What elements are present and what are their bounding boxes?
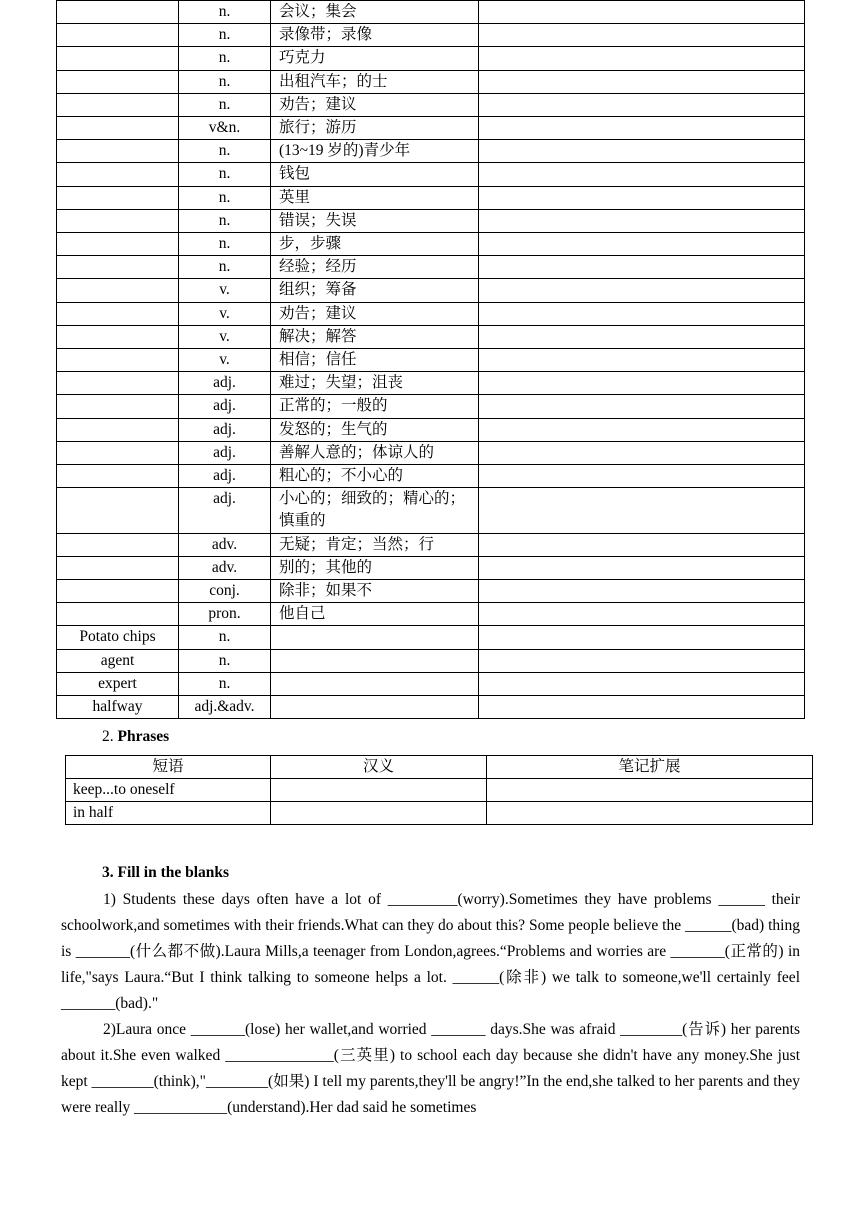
pos-cell: n. [179, 649, 271, 672]
table-row [57, 209, 805, 232]
meaning-cell[interactable] [271, 802, 487, 825]
header-phrase: 短语 [66, 756, 271, 779]
notes-cell[interactable] [479, 140, 805, 163]
pos-cell: v. [179, 279, 271, 302]
table-row [57, 649, 805, 672]
table-row [57, 696, 805, 719]
meaning-cell: 难过；失望；沮丧 [271, 372, 479, 395]
meaning-cell: 经验；经历 [271, 256, 479, 279]
pos-cell: adj. [179, 488, 271, 533]
word-cell [57, 395, 179, 418]
meaning-cell[interactable] [271, 779, 487, 802]
notes-cell[interactable] [479, 93, 805, 116]
meaning-cell: 步，步骤 [271, 233, 479, 256]
word-cell [57, 24, 179, 47]
meaning-cell: 巧克力 [271, 47, 479, 70]
meaning-cell: 劝告；建议 [271, 302, 479, 325]
notes-cell[interactable] [479, 465, 805, 488]
notes-cell[interactable] [479, 395, 805, 418]
meaning-cell: 小心的；细致的；精心的；慎重的 [271, 488, 479, 533]
pos-cell: v. [179, 302, 271, 325]
meaning-cell: 组织；筹备 [271, 279, 479, 302]
fill-paragraph-1: 1) Students these days often have a lot of _________(worry).Sometimes they have problems ______ their schoolwork,and sometimes with their friends.What can they do about this? Some people believe the ______(bad) thing is _______(什么都不做).Laura Mills,a teenager from London,agrees.“Problems and worries are _______(正常的) in life,"says Laura.“But I think talking to someone helps a lot. ______(除非) we talk to someone,we'll certainly feel _______(bad)." [61, 891, 800, 1012]
phrase-cell: in half [66, 802, 271, 825]
pos-cell: adj. [179, 395, 271, 418]
table-row [57, 556, 805, 579]
table-row [57, 93, 805, 116]
table-row [57, 580, 805, 603]
meaning-cell: 旅行；游历 [271, 117, 479, 140]
meaning-cell [271, 649, 479, 672]
notes-cell[interactable] [487, 802, 813, 825]
meaning-cell: 粗心的；不小心的 [271, 465, 479, 488]
table-row [57, 603, 805, 626]
pos-cell: adj. [179, 441, 271, 464]
meaning-cell: 劝告；建议 [271, 93, 479, 116]
notes-cell[interactable] [479, 163, 805, 186]
word-cell [57, 70, 179, 93]
table-row [57, 233, 805, 256]
table-row [57, 533, 805, 556]
meaning-cell [271, 696, 479, 719]
notes-cell[interactable] [479, 696, 805, 719]
meaning-cell: (13~19 岁的)青少年 [271, 140, 479, 163]
word-cell [57, 533, 179, 556]
table-row [57, 325, 805, 348]
word-cell [57, 325, 179, 348]
word-cell [57, 93, 179, 116]
table-row [57, 47, 805, 70]
notes-cell[interactable] [479, 325, 805, 348]
meaning-cell: 除非；如果不 [271, 580, 479, 603]
word-cell [57, 441, 179, 464]
meaning-cell: 正常的；一般的 [271, 395, 479, 418]
meaning-cell [271, 626, 479, 649]
pos-cell: adv. [179, 533, 271, 556]
pos-cell: n. [179, 47, 271, 70]
meaning-cell: 会议；集会 [271, 1, 479, 24]
table-row [66, 802, 813, 825]
notes-cell[interactable] [479, 626, 805, 649]
word-cell [57, 372, 179, 395]
pos-cell: n. [179, 140, 271, 163]
table-row [57, 279, 805, 302]
phrases-header-row [66, 756, 813, 779]
meaning-cell: 无疑；肯定；当然；行 [271, 533, 479, 556]
word-cell [57, 279, 179, 302]
table-row [57, 70, 805, 93]
notes-cell[interactable] [487, 779, 813, 802]
notes-cell[interactable] [479, 117, 805, 140]
table-row [57, 302, 805, 325]
table-row [57, 186, 805, 209]
word-cell [57, 117, 179, 140]
word-cell: halfway [57, 696, 179, 719]
pos-cell: adj. [179, 465, 271, 488]
notes-cell[interactable] [479, 256, 805, 279]
meaning-cell: 别的；其他的 [271, 556, 479, 579]
word-cell [57, 1, 179, 24]
notes-cell[interactable] [479, 302, 805, 325]
table-row [57, 256, 805, 279]
pos-cell: pron. [179, 603, 271, 626]
notes-cell[interactable] [479, 556, 805, 579]
word-cell: agent [57, 649, 179, 672]
phrases-heading [102, 728, 169, 746]
meaning-cell: 善解人意的；体谅人的 [271, 441, 479, 464]
pos-cell: adj. [179, 418, 271, 441]
notes-cell[interactable] [479, 70, 805, 93]
notes-cell[interactable] [479, 349, 805, 372]
header-meaning: 汉义 [271, 756, 487, 779]
phrases-title: Phrases [117, 728, 170, 745]
notes-cell[interactable] [479, 233, 805, 256]
phrase-cell: keep...to oneself [66, 779, 271, 802]
notes-cell[interactable] [479, 1, 805, 24]
phrases-table [65, 755, 813, 825]
meaning-cell [271, 672, 479, 695]
notes-cell[interactable] [479, 186, 805, 209]
word-cell [57, 465, 179, 488]
table-row [57, 140, 805, 163]
pos-cell: n. [179, 1, 271, 24]
notes-cell[interactable] [479, 47, 805, 70]
meaning-cell: 英里 [271, 186, 479, 209]
pos-cell: n. [179, 163, 271, 186]
table-row [57, 372, 805, 395]
word-cell [57, 47, 179, 70]
meaning-cell: 钱包 [271, 163, 479, 186]
word-cell: expert [57, 672, 179, 695]
notes-cell[interactable] [479, 441, 805, 464]
notes-cell[interactable] [479, 488, 805, 533]
pos-cell: conj. [179, 580, 271, 603]
word-cell: Potato chips [57, 626, 179, 649]
pos-cell: n. [179, 93, 271, 116]
notes-cell[interactable] [479, 580, 805, 603]
word-cell [57, 163, 179, 186]
word-cell [57, 603, 179, 626]
pos-cell: n. [179, 256, 271, 279]
meaning-cell: 解决；解答 [271, 325, 479, 348]
word-cell [57, 418, 179, 441]
word-cell [57, 488, 179, 533]
vocabulary-table [56, 0, 805, 719]
meaning-cell: 相信；信任 [271, 349, 479, 372]
word-cell [57, 302, 179, 325]
header-notes: 笔记扩展 [487, 756, 813, 779]
fill-blanks-heading: 3. Fill in the blanks [102, 864, 230, 881]
pos-cell: n. [179, 24, 271, 47]
notes-cell[interactable] [479, 672, 805, 695]
table-row [57, 24, 805, 47]
pos-cell: n. [179, 186, 271, 209]
notes-cell[interactable] [479, 418, 805, 441]
pos-cell: n. [179, 672, 271, 695]
meaning-cell: 错误；失误 [271, 209, 479, 232]
notes-cell[interactable] [479, 372, 805, 395]
word-cell [57, 349, 179, 372]
table-row [57, 672, 805, 695]
word-cell [57, 186, 179, 209]
meaning-cell: 出租汽车；的士 [271, 70, 479, 93]
pos-cell: v. [179, 349, 271, 372]
word-cell [57, 209, 179, 232]
pos-cell: n. [179, 209, 271, 232]
pos-cell: adj.&adv. [179, 696, 271, 719]
notes-cell[interactable] [479, 209, 805, 232]
table-row [57, 349, 805, 372]
word-cell [57, 140, 179, 163]
meaning-cell: 发怒的；生气的 [271, 418, 479, 441]
pos-cell: adj. [179, 372, 271, 395]
word-cell [57, 580, 179, 603]
pos-cell: v. [179, 325, 271, 348]
notes-cell[interactable] [479, 649, 805, 672]
table-row [57, 395, 805, 418]
meaning-cell: 录像带；录像 [271, 24, 479, 47]
table-row [57, 488, 805, 533]
pos-cell: n. [179, 70, 271, 93]
notes-cell[interactable] [479, 603, 805, 626]
word-cell [57, 556, 179, 579]
table-row [57, 1, 805, 24]
table-row [57, 117, 805, 140]
pos-cell: n. [179, 233, 271, 256]
table-row [57, 441, 805, 464]
word-cell [57, 233, 179, 256]
table-row [66, 779, 813, 802]
word-cell [57, 256, 179, 279]
fill-paragraph-2: 2)Laura once _______(lose) her wallet,and worried _______ days.She was afraid ________(告诉) her parents about it.She even walked ______________(三英里) to school each day because she didn't have any money.She just kept ________(think),"________(如果) I tell my parents,they'll be angry!”In the end,she talked to her parents and they were really ____________(understand).Her dad said he sometimes [61, 1021, 800, 1116]
table-row [57, 465, 805, 488]
table-row [57, 163, 805, 186]
meaning-cell: 他自己 [271, 603, 479, 626]
phrases-number: 2. [102, 728, 114, 745]
table-row [57, 626, 805, 649]
pos-cell: n. [179, 626, 271, 649]
notes-cell[interactable] [479, 279, 805, 302]
pos-cell: v&n. [179, 117, 271, 140]
table-row [57, 418, 805, 441]
pos-cell: adv. [179, 556, 271, 579]
notes-cell[interactable] [479, 533, 805, 556]
notes-cell[interactable] [479, 24, 805, 47]
